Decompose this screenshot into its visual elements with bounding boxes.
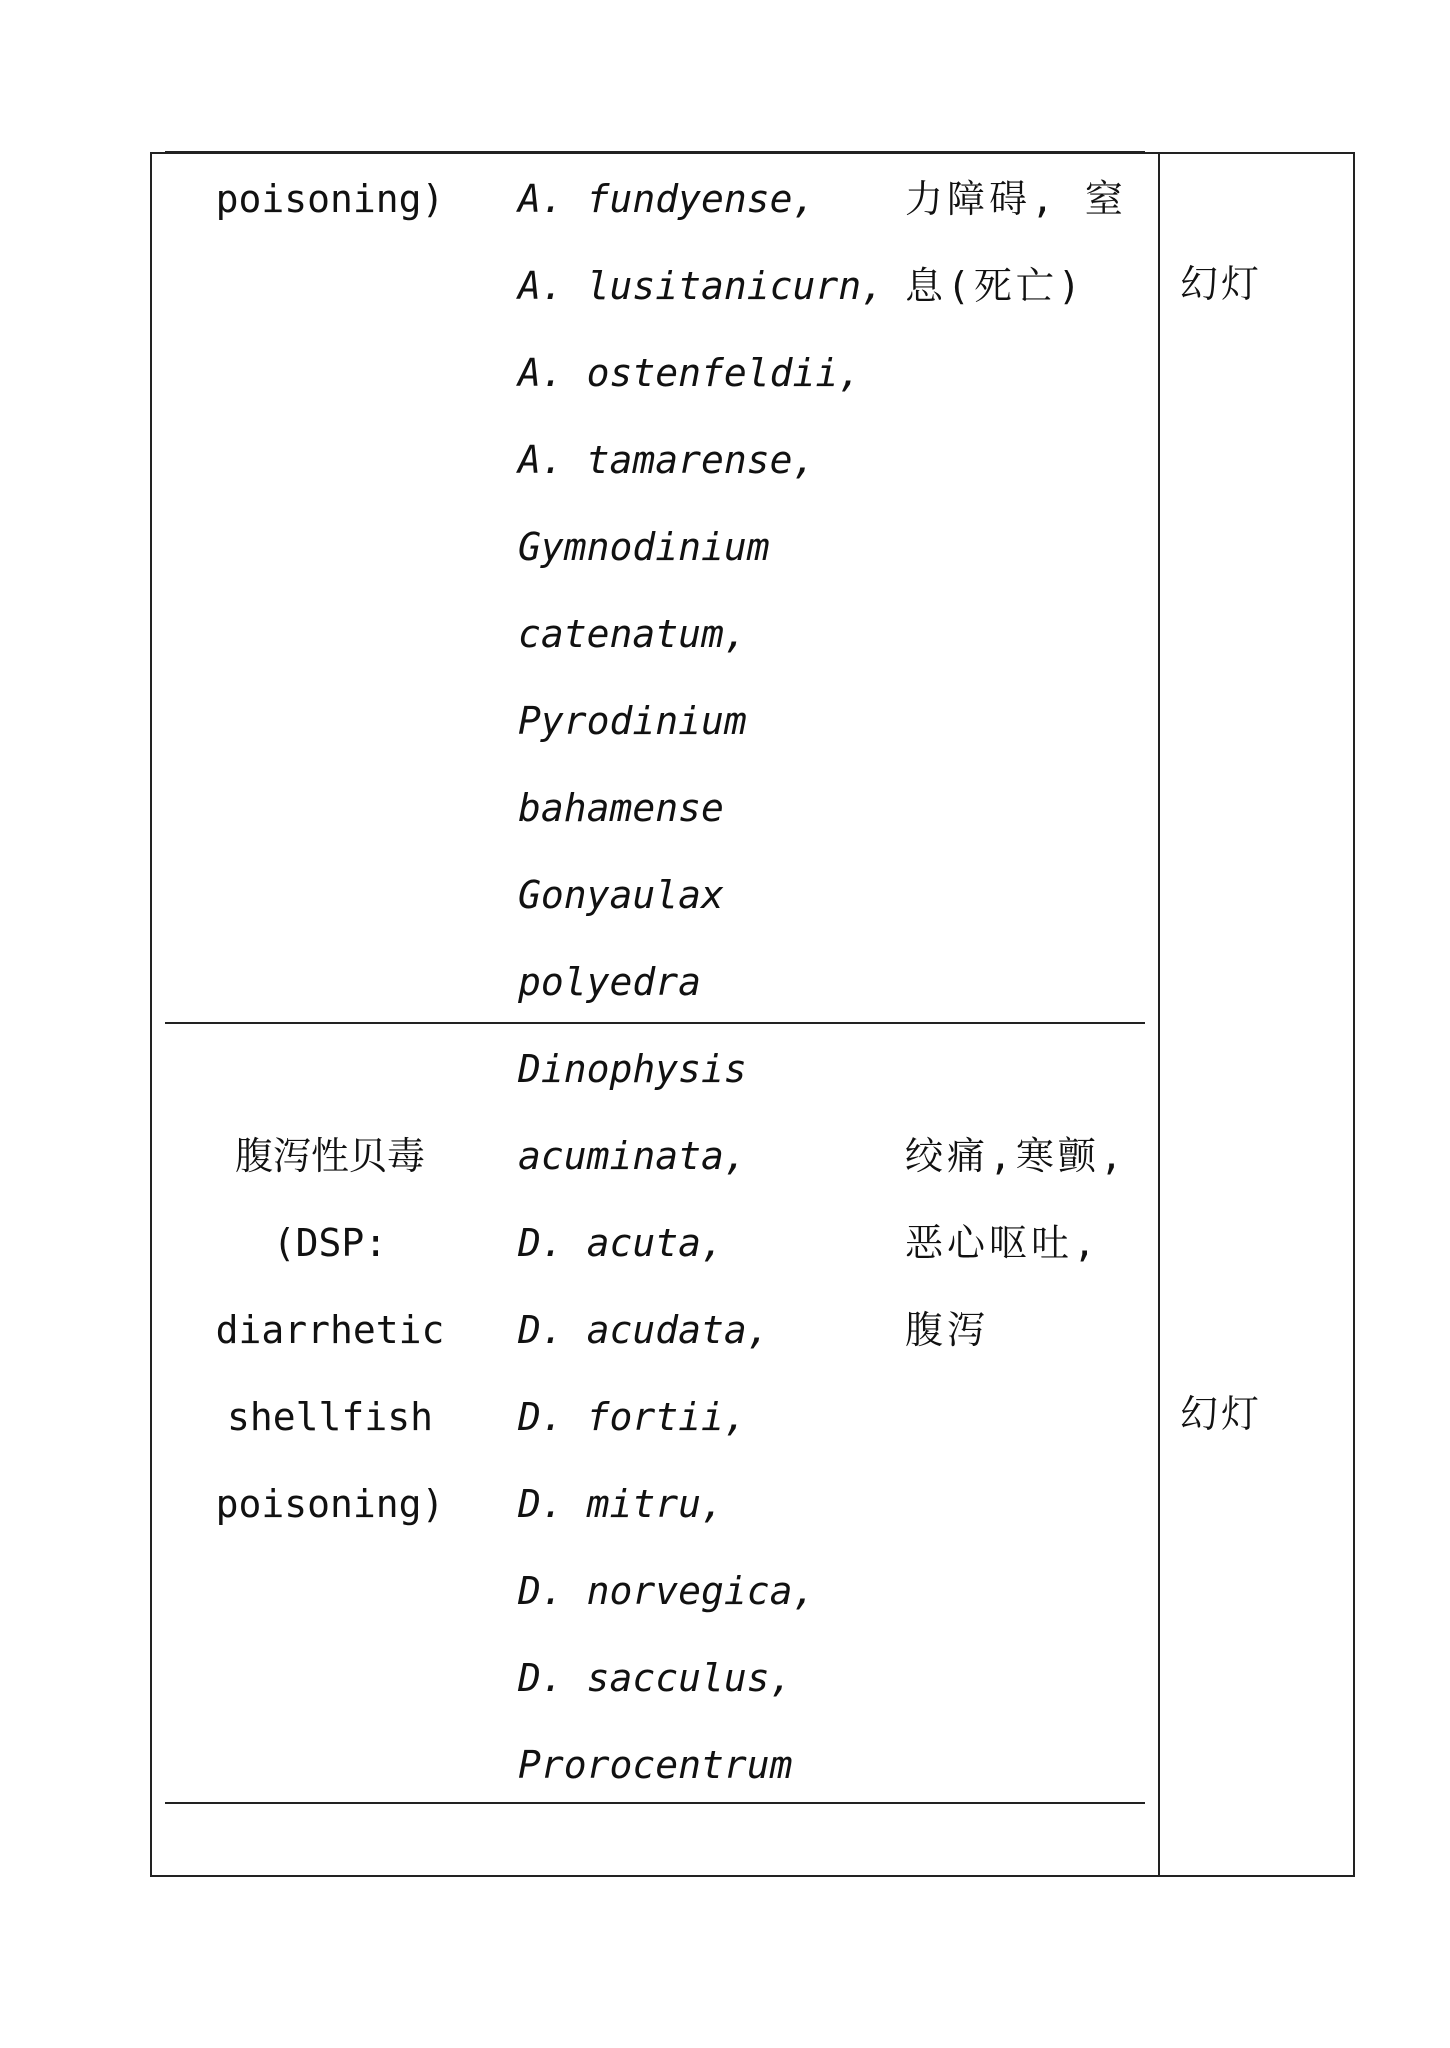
species-item: A. ostenfeldii, xyxy=(518,351,862,395)
row1-symptoms-cell xyxy=(905,156,1140,330)
row1-disease-cell xyxy=(200,156,460,243)
row2-disease-line: shellfish xyxy=(227,1395,433,1439)
species-item: A. fundyense, xyxy=(518,177,816,221)
species-item: A. tamarense, xyxy=(518,438,816,482)
row2-species-list xyxy=(518,1026,878,1809)
species-item: D. acudata, xyxy=(518,1308,770,1352)
row2-symptoms-cell xyxy=(905,1113,1140,1374)
species-item: D. sacculus, xyxy=(518,1656,793,1700)
method-column-divider xyxy=(1158,152,1160,1877)
row1-teaching-method: 幻灯 xyxy=(1180,262,1263,306)
species-item: Dinophysis xyxy=(518,1047,747,1091)
symptom-line: 恶心呕吐, xyxy=(905,1221,1100,1265)
symptom-line: 息(死亡) xyxy=(905,264,1085,308)
table-top-rule xyxy=(165,151,1145,154)
row2-disease-line: diarrhetic xyxy=(215,1308,445,1352)
species-item: D. acuta, xyxy=(518,1221,724,1265)
species-item: acuminata, xyxy=(518,1134,747,1178)
row1-disease-line: poisoning) xyxy=(215,177,445,221)
row2-disease-cell xyxy=(200,1113,460,1548)
species-item: Gonyaulax xyxy=(518,873,724,917)
row2-teaching-method: 幻灯 xyxy=(1180,1392,1263,1436)
symptom-line: 腹泻 xyxy=(905,1308,990,1352)
species-item: polyedra xyxy=(518,960,702,1004)
row1-species-list xyxy=(518,156,885,1026)
symptom-line: 力障碍, 窒 xyxy=(905,177,1127,221)
row2-disease-line: poisoning) xyxy=(215,1482,445,1526)
species-item: D. mitru, xyxy=(518,1482,724,1526)
species-item: bahamense xyxy=(518,786,724,830)
species-item: Prorocentrum xyxy=(518,1743,793,1787)
species-item: Gymnodinium xyxy=(518,525,770,569)
row2-disease-line: (DSP: xyxy=(272,1221,388,1265)
species-item: catenatum, xyxy=(518,612,747,656)
species-item: Pyrodinium xyxy=(518,699,747,743)
symptom-line: 绞痛,寒颤, xyxy=(905,1134,1127,1178)
species-item: A. lusitanicurn, xyxy=(518,264,885,308)
species-item: D. fortii, xyxy=(518,1395,747,1439)
species-item: D. norvegica, xyxy=(518,1569,816,1613)
row2-disease-line: 腹泻性贝毒 xyxy=(234,1134,425,1178)
